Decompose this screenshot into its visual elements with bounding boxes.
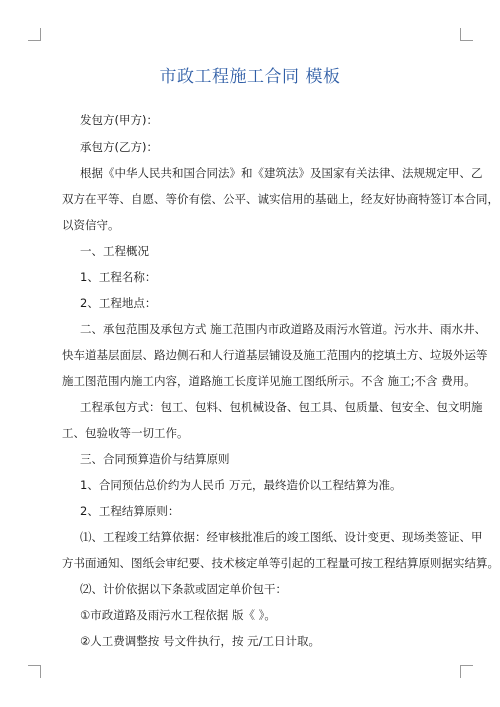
paragraph-line: 施工图范围内施工内容，道路施工长度详见施工图纸所示。不含 施工;不含 费用。 [62, 374, 476, 388]
paragraph-line: 1、合同预估总价约为人民币 万元，最终造价以工程结算为准。 [80, 478, 402, 492]
paragraph-line: ⑵、计价依据以下条款或固定单价包干： [80, 582, 287, 596]
paragraph-line: ①市政道路及雨污水工程依据 版《 》。 [80, 608, 276, 622]
paragraph-line: 2、工程结算原则： [80, 504, 180, 518]
paragraph-line: ⑴、工程竣工结算依据：经审核批准后的竣工图纸、设计变更、现场类签证、甲 [80, 530, 483, 544]
paragraph-line: 方书面通知、图纸会审纪要、技术核定单等引起的工程量可按工程结算原则据实结算。 [62, 556, 499, 570]
paragraph-line: ②人工费调整按 号文件执行，按 元/工日计取。 [80, 634, 320, 648]
section-heading: 一、工程概况 [80, 244, 149, 258]
paragraph-line: 2、工程地点： [80, 296, 157, 310]
page-corner-mark-top-left [28, 28, 41, 41]
paragraph-line: 快车道基层面层、路边侧石和人行道基层铺设及施工范围内的挖填土方、垃圾外运等 [62, 348, 488, 362]
page-corner-mark-top-right [460, 28, 473, 41]
paragraph-line: 根据《中华人民共和国合同法》和《建筑法》及国家有关法律、法规规定甲、乙 [80, 166, 483, 180]
paragraph-line: 以资信守。 [62, 218, 120, 232]
party-b-line: 承包方(乙方)： [80, 140, 158, 154]
party-a-line: 发包方(甲方)： [80, 113, 158, 127]
paragraph-line: 工程承包方式：包工、包料、包机械设备、包工具、包质量、包安全、包文明施 [80, 400, 483, 414]
page-corner-mark-bottom-left [28, 665, 41, 678]
page-corner-mark-bottom-right [460, 665, 473, 678]
paragraph-line: 二、承包范围及承包方式 施工范围内市政道路及雨污水管道。污水井、雨水井、 [80, 322, 487, 336]
paragraph-line: 双方在平等、自愿、等价有偿、公平、诚实信用的基础上，经友好协商特签订本合同， [62, 192, 499, 206]
paragraph-line: 1、工程名称： [80, 270, 157, 284]
paragraph-line: 工、包验收等一切工作。 [62, 426, 189, 440]
section-heading: 三、合同预算造价与结算原则 [80, 452, 230, 466]
document-title: 市政工程施工合同 模板 [159, 67, 341, 87]
